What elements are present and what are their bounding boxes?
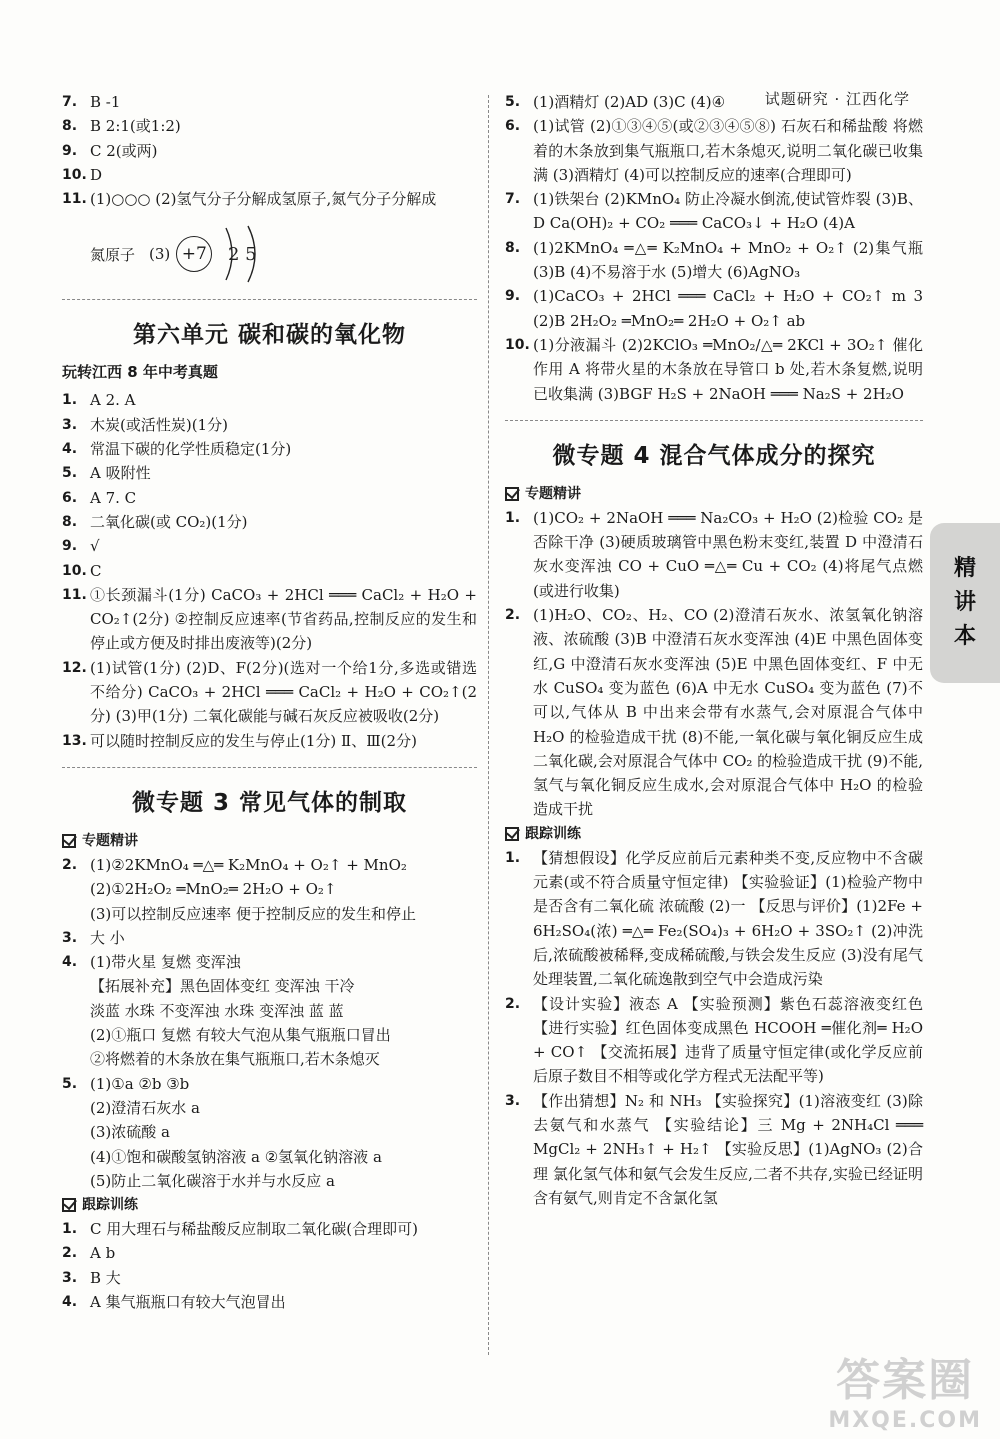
topic4-training-answers [505, 846, 923, 1210]
atom-label: (3) [149, 245, 171, 264]
answer-item [62, 1266, 477, 1290]
watermark-url: MXQE.COM [828, 1408, 982, 1433]
answer-item [505, 90, 923, 114]
answer-text: ①长颈漏斗(1分) CaCO₃ + 2HCl ═══ CaCl₂ + H₂O + CO₂↑(2分) ②控制反应速率(节省药品,控制反应的发生和停止或方便及时排出废液等)(2分) [90, 585, 477, 653]
answer-number: 4. [62, 441, 78, 458]
answer-item [505, 333, 923, 406]
topic3-section-header [62, 829, 477, 853]
unit-title: 第六单元 碳和碳的氧化物 [132, 322, 406, 349]
answer-continuation: 【拓展补充】黑色固体变红 变浑浊 干冷 [90, 977, 355, 996]
column-divider [488, 95, 489, 1355]
answer-number: 1. [505, 849, 521, 866]
answer-number: 11. [62, 586, 87, 603]
answer-number: 8. [505, 239, 521, 256]
answer-item [62, 187, 477, 211]
answer-item [62, 1241, 477, 1265]
answer-item [62, 90, 477, 114]
topic4-title: 微专题 4 混合气体成分的探究 [552, 442, 876, 469]
answer-number: 2. [505, 607, 521, 624]
topic3-training-answers [62, 1217, 477, 1314]
topic3-answers-c [62, 1072, 477, 1096]
answer-number: 12. [62, 659, 87, 676]
answer-number: 9. [62, 538, 78, 555]
answer-text: D [90, 165, 103, 184]
answer-number: 3. [62, 929, 78, 946]
page-header: 试题研究 · 江西化学 [764, 90, 910, 108]
electron-shells-icon [218, 224, 278, 284]
answer-item [62, 950, 477, 974]
answer-item [505, 992, 923, 1089]
answer-text: (1)○○○ (2)氢气分子分解成氢原子,氮气分子分解成 [90, 190, 437, 209]
answer-text: (1)2KMnO₄ ═△═ K₂MnO₄ + MnO₂ + O₂↑ (2)集气瓶 (3)B (4)不易溶于水 (5)增大 (6)AgNO₃ [533, 238, 923, 282]
atom-nucleus: +7 [176, 236, 212, 272]
topic3-training-header [62, 1193, 477, 1217]
answer-continuation: (2)①2H₂O₂ ═MnO₂═ 2H₂O + O₂↑ [90, 880, 337, 899]
answer-text: (1)①a ②b ③b [90, 1074, 190, 1093]
answer-item [505, 236, 923, 285]
answer-number: 4. [62, 1293, 78, 1310]
answer-text: B 2:1(或1:2) [90, 117, 181, 136]
side-tab-char: 本 [953, 624, 976, 649]
answer-item [62, 114, 477, 138]
answer-item [505, 603, 923, 822]
side-tab [930, 523, 1000, 683]
topic4-training-header [505, 822, 923, 846]
answer-text: C 用大理石与稀盐酸反应制取二氧化碳(合理即可) [90, 1220, 418, 1239]
answer-text: (1)②2KMnO₄ ═△═ K₂MnO₄ + O₂↑ + MnO₂ [90, 855, 407, 874]
section-label: 专题精讲 [525, 485, 581, 502]
topic3-answers-a [62, 853, 477, 877]
answer-item [62, 461, 477, 485]
section-label: 专题精讲 [82, 832, 138, 849]
answer-item [62, 163, 477, 187]
answer-item [505, 284, 923, 333]
right-column [505, 90, 923, 1210]
answer-number: 1. [62, 1221, 78, 1238]
answer-item [505, 1089, 923, 1210]
topic4-section-header [505, 482, 923, 506]
checkbox-icon [505, 827, 519, 841]
answer-item [62, 583, 477, 656]
answer-item [62, 437, 477, 461]
answer-item [62, 534, 477, 558]
right-top-answers [505, 90, 923, 406]
answer-text: (1)铁架台 (2)KMnO₄ 防止冷凝水倒流,使试管炸裂 (3)B、D Ca(OH)₂ + CO₂ ═══ CaCO₃↓ + H₂O (4)A [533, 190, 923, 233]
answer-number: 8. [62, 513, 78, 530]
answer-text: √ [90, 537, 100, 556]
answer-text: C [90, 561, 102, 580]
answer-text: C 2(或两) [90, 141, 158, 160]
answer-item [505, 114, 923, 187]
answer-number: 4. [62, 954, 78, 971]
answer-item [62, 926, 477, 950]
left-top-answers [62, 90, 477, 211]
answer-number: 3. [62, 1269, 78, 1286]
answer-continuation: ②将燃着的木条放在集气瓶瓶口,若木条熄灭 [90, 1050, 380, 1069]
checkbox-icon [505, 487, 519, 501]
answer-text: A 集气瓶瓶口有较大气泡冒出 [90, 1292, 286, 1311]
unit-answers [62, 388, 477, 752]
answer-text: (1)带火星 复燃 变浑浊 [90, 953, 241, 972]
answer-text: (1)试管(1分) (2)D、F(2分)(选对一个给1分,多选或错选不给分) CaCO₃ + 2HCl ═══ CaCl₂ + H₂O + CO₂↑(2分) (3)甲(1分) 二氧化碳能与碱石灰反应被吸收(2分) [90, 658, 477, 726]
answer-number: 2. [62, 856, 78, 873]
answer-text: (1)H₂O、CO₂、H₂、CO (2)澄清石灰水、浓氢氧化钠溶液、浓硫酸 (3)B 中澄清石灰水变浑浊 (4)E 中黑色固体变红,G 中澄清石灰水变浑浊 (5)E 中黑色固体变红、F 中无水 CuSO₄ 变为蓝色 (6)A 中无水 CuSO₄ 变为蓝色 (7)不可以,气体从 B 中出来会带有水蒸气,会对原混合气体中 H₂O 的检验造成干扰 (8)不能,一氧化碳与氧化铜反应生成二氧化碳,会对原混合气体中 CO₂ 的检验造成干扰 (9)不能,氢气与氧化铜反应生成水,会对原混合气体中 H₂O 的检验造成干扰 [533, 606, 923, 819]
answer-text: A b [90, 1244, 116, 1263]
answer-text: A 7. C [90, 488, 137, 507]
topic3-answers-b [62, 926, 477, 975]
answer-number: 2. [62, 1245, 78, 1262]
shell-electrons: 2 5 [228, 244, 257, 266]
checkbox-icon [62, 1198, 76, 1212]
answer-text: 二氧化碳(或 CO₂)(1分) [90, 512, 248, 531]
answer-item [62, 729, 477, 753]
checkbox-icon [62, 834, 76, 848]
topic3-title: 微专题 3 常见气体的制取 [131, 789, 408, 816]
answer-text: B -1 [90, 93, 121, 111]
answer-item [62, 388, 477, 412]
answer-text: A 吸附性 [90, 464, 151, 483]
sub-title: 玩转江西 8 年中考真题 [62, 363, 218, 382]
answer-number: 9. [62, 142, 78, 159]
answer-continuation: 淡蓝 水珠 不变浑浊 水珠 变浑浊 蓝 蓝 [90, 1001, 344, 1020]
answer-number: 1. [505, 509, 521, 526]
topic4-answers [505, 506, 923, 822]
answer-continuation: (5)防止二氧化碳溶于水并与水反应 a [90, 1171, 335, 1190]
answer-text: (1)分液漏斗 (2)2KClO₃ ═MnO₂/△═ 2KCl + 3O₂↑ 催化作用 A 将带火星的木条放在导管口 b 处,若木条复燃,说明已收集满 (3)BGF H₂S + 2NaOH ═══ Na₂S + 2H₂O [533, 335, 923, 403]
answer-item [62, 139, 477, 163]
answer-text: 大 小 [90, 928, 125, 947]
watermark [828, 1344, 982, 1433]
answer-text: (1)酒精灯 (2)AD (3)C (4)④ [533, 93, 726, 111]
answer-number: 10. [505, 336, 530, 353]
answer-item [505, 846, 923, 992]
answer-item [62, 1217, 477, 1241]
answer-text: 【猜想假设】化学反应前后元素种类不变,反应物中不含碳元素(或不符合质量守恒定律) 【实验验证】(1)检验产物中是否含有二氧化硫 浓硫酸 (2)一 【反思与评价】(1)2Fe + 6H₂SO₄(浓) ═△═ Fe₂(SO₄)₃ + 6H₂O + 3SO₂↑ (2)冲洗后,浓硫酸被稀释,变成稀硫酸,与铁会发生反应 (3)没有尾气处理装置,二氧化硫逸散到空气中会造成污染 [533, 848, 923, 989]
side-tab-char: 精 [953, 556, 976, 581]
answer-text: 【设计实验】液态 A 【实验预测】紫色石蕊溶液变红色 【进行实验】红色固体变成黑色 HCOOH ═催化剂═ H₂O + CO↑ 【交流拓展】违背了质量守恒定律(或化学反应前后原子数目不相等或化学方程式无法配平等) [533, 994, 923, 1086]
answer-number: 7. [62, 94, 78, 110]
answer-item [62, 559, 477, 583]
section-separator [505, 420, 923, 421]
answer-item [62, 510, 477, 534]
answer-continuation: (4)①饱和碳酸氢钠溶液 a ②氢氧化钠溶液 a [90, 1147, 382, 1166]
answer-item [62, 413, 477, 437]
topic3-continuation-c [62, 1096, 477, 1193]
section-separator [62, 767, 477, 768]
topic3-continuation-a [62, 877, 477, 926]
answer-continuation: (2)澄清石灰水 a [90, 1098, 200, 1117]
answer-number: 5. [505, 94, 521, 110]
atom-prefix: 氮原子 [90, 245, 136, 264]
answer-item [62, 656, 477, 729]
answer-item [62, 486, 477, 510]
answer-number: 7. [505, 191, 521, 208]
answer-number: 10. [62, 562, 87, 579]
answer-number: 5. [62, 465, 78, 482]
answer-number: 6. [505, 118, 521, 135]
answer-item [505, 187, 923, 236]
section-separator [62, 299, 477, 300]
answer-continuation: (3)可以控制反应速率 便于控制反应的发生和停止 [90, 904, 417, 923]
answer-text: (1)CaCO₃ + 2HCl ═══ CaCl₂ + H₂O + CO₂↑ m 3 (2)B 2H₂O₂ ═MnO₂═ 2H₂O + O₂↑ ab [533, 287, 923, 330]
nitrogen-atom-diagram [90, 219, 477, 289]
answer-number: 5. [62, 1075, 78, 1092]
answer-number: 8. [62, 118, 78, 135]
answer-item [62, 1290, 477, 1314]
answer-number: 3. [505, 1092, 521, 1109]
answer-text: 可以随时控制反应的发生与停止(1分) Ⅱ、Ⅲ(2分) [90, 731, 417, 750]
answer-number: 13. [62, 732, 87, 749]
answer-item [62, 1072, 477, 1096]
answer-number: 3. [62, 416, 78, 433]
answer-item [505, 506, 923, 603]
answer-text: (1)试管 (2)①③④⑤(或②③④⑤⑧) 石灰石和稀盐酸 将燃着的木条放到集气瓶瓶口,若木条熄灭,说明二氧化碳已收集满 (3)酒精灯 (4)可以控制反应的速率(合理即可) [533, 117, 923, 184]
answer-text: 木炭(或活性炭)(1分) [90, 415, 228, 434]
answer-number: 9. [505, 288, 521, 305]
watermark-logo: 答案圈 [836, 1355, 975, 1406]
answer-item [62, 853, 477, 877]
answer-number: 11. [62, 191, 87, 208]
answer-text: 常温下碳的化学性质稳定(1分) [90, 440, 292, 459]
side-tab-char: 讲 [953, 590, 976, 615]
section-label: 跟踪训练 [525, 825, 581, 842]
left-column [62, 90, 477, 1314]
answer-number: 2. [505, 995, 521, 1012]
answer-text: A 2. A [90, 391, 136, 410]
answer-text: B 大 [90, 1268, 121, 1287]
answer-text: 【作出猜想】N₂ 和 NH₃ 【实验探究】(1)溶液变红 (3)除去氨气和水蒸气 【实验结论】三 Mg + 2NH₄Cl ═══ MgCl₂ + 2NH₃↑ + H₂↑ 【实验反思】(1)AgNO₃ (2)合理 氯化氢气体和氨气会发生反应,二者不共存,实验已经证明含有氨气,则肯定不含氯化氢 [533, 1091, 923, 1207]
answer-number: 10. [62, 166, 87, 183]
answer-continuation: (3)浓硫酸 a [90, 1123, 170, 1142]
answer-continuation: (2)①瓶口 复燃 有较大气泡从集气瓶瓶口冒出 [90, 1026, 391, 1045]
section-label: 跟踪训练 [82, 1197, 138, 1214]
answer-text: (1)CO₂ + 2NaOH ═══ Na₂CO₃ + H₂O (2)检验 CO₂ 是否除干净 (3)硬质玻璃管中黑色粉末变红,装置 D 中澄清石灰水变浑浊 CO + CuO ═△═ Cu + CO₂ (4)将尾气点燃(或进行收集) [533, 508, 923, 600]
answer-number: 6. [62, 489, 78, 506]
topic3-continuation-b [62, 974, 477, 1071]
answer-number: 1. [62, 392, 78, 409]
